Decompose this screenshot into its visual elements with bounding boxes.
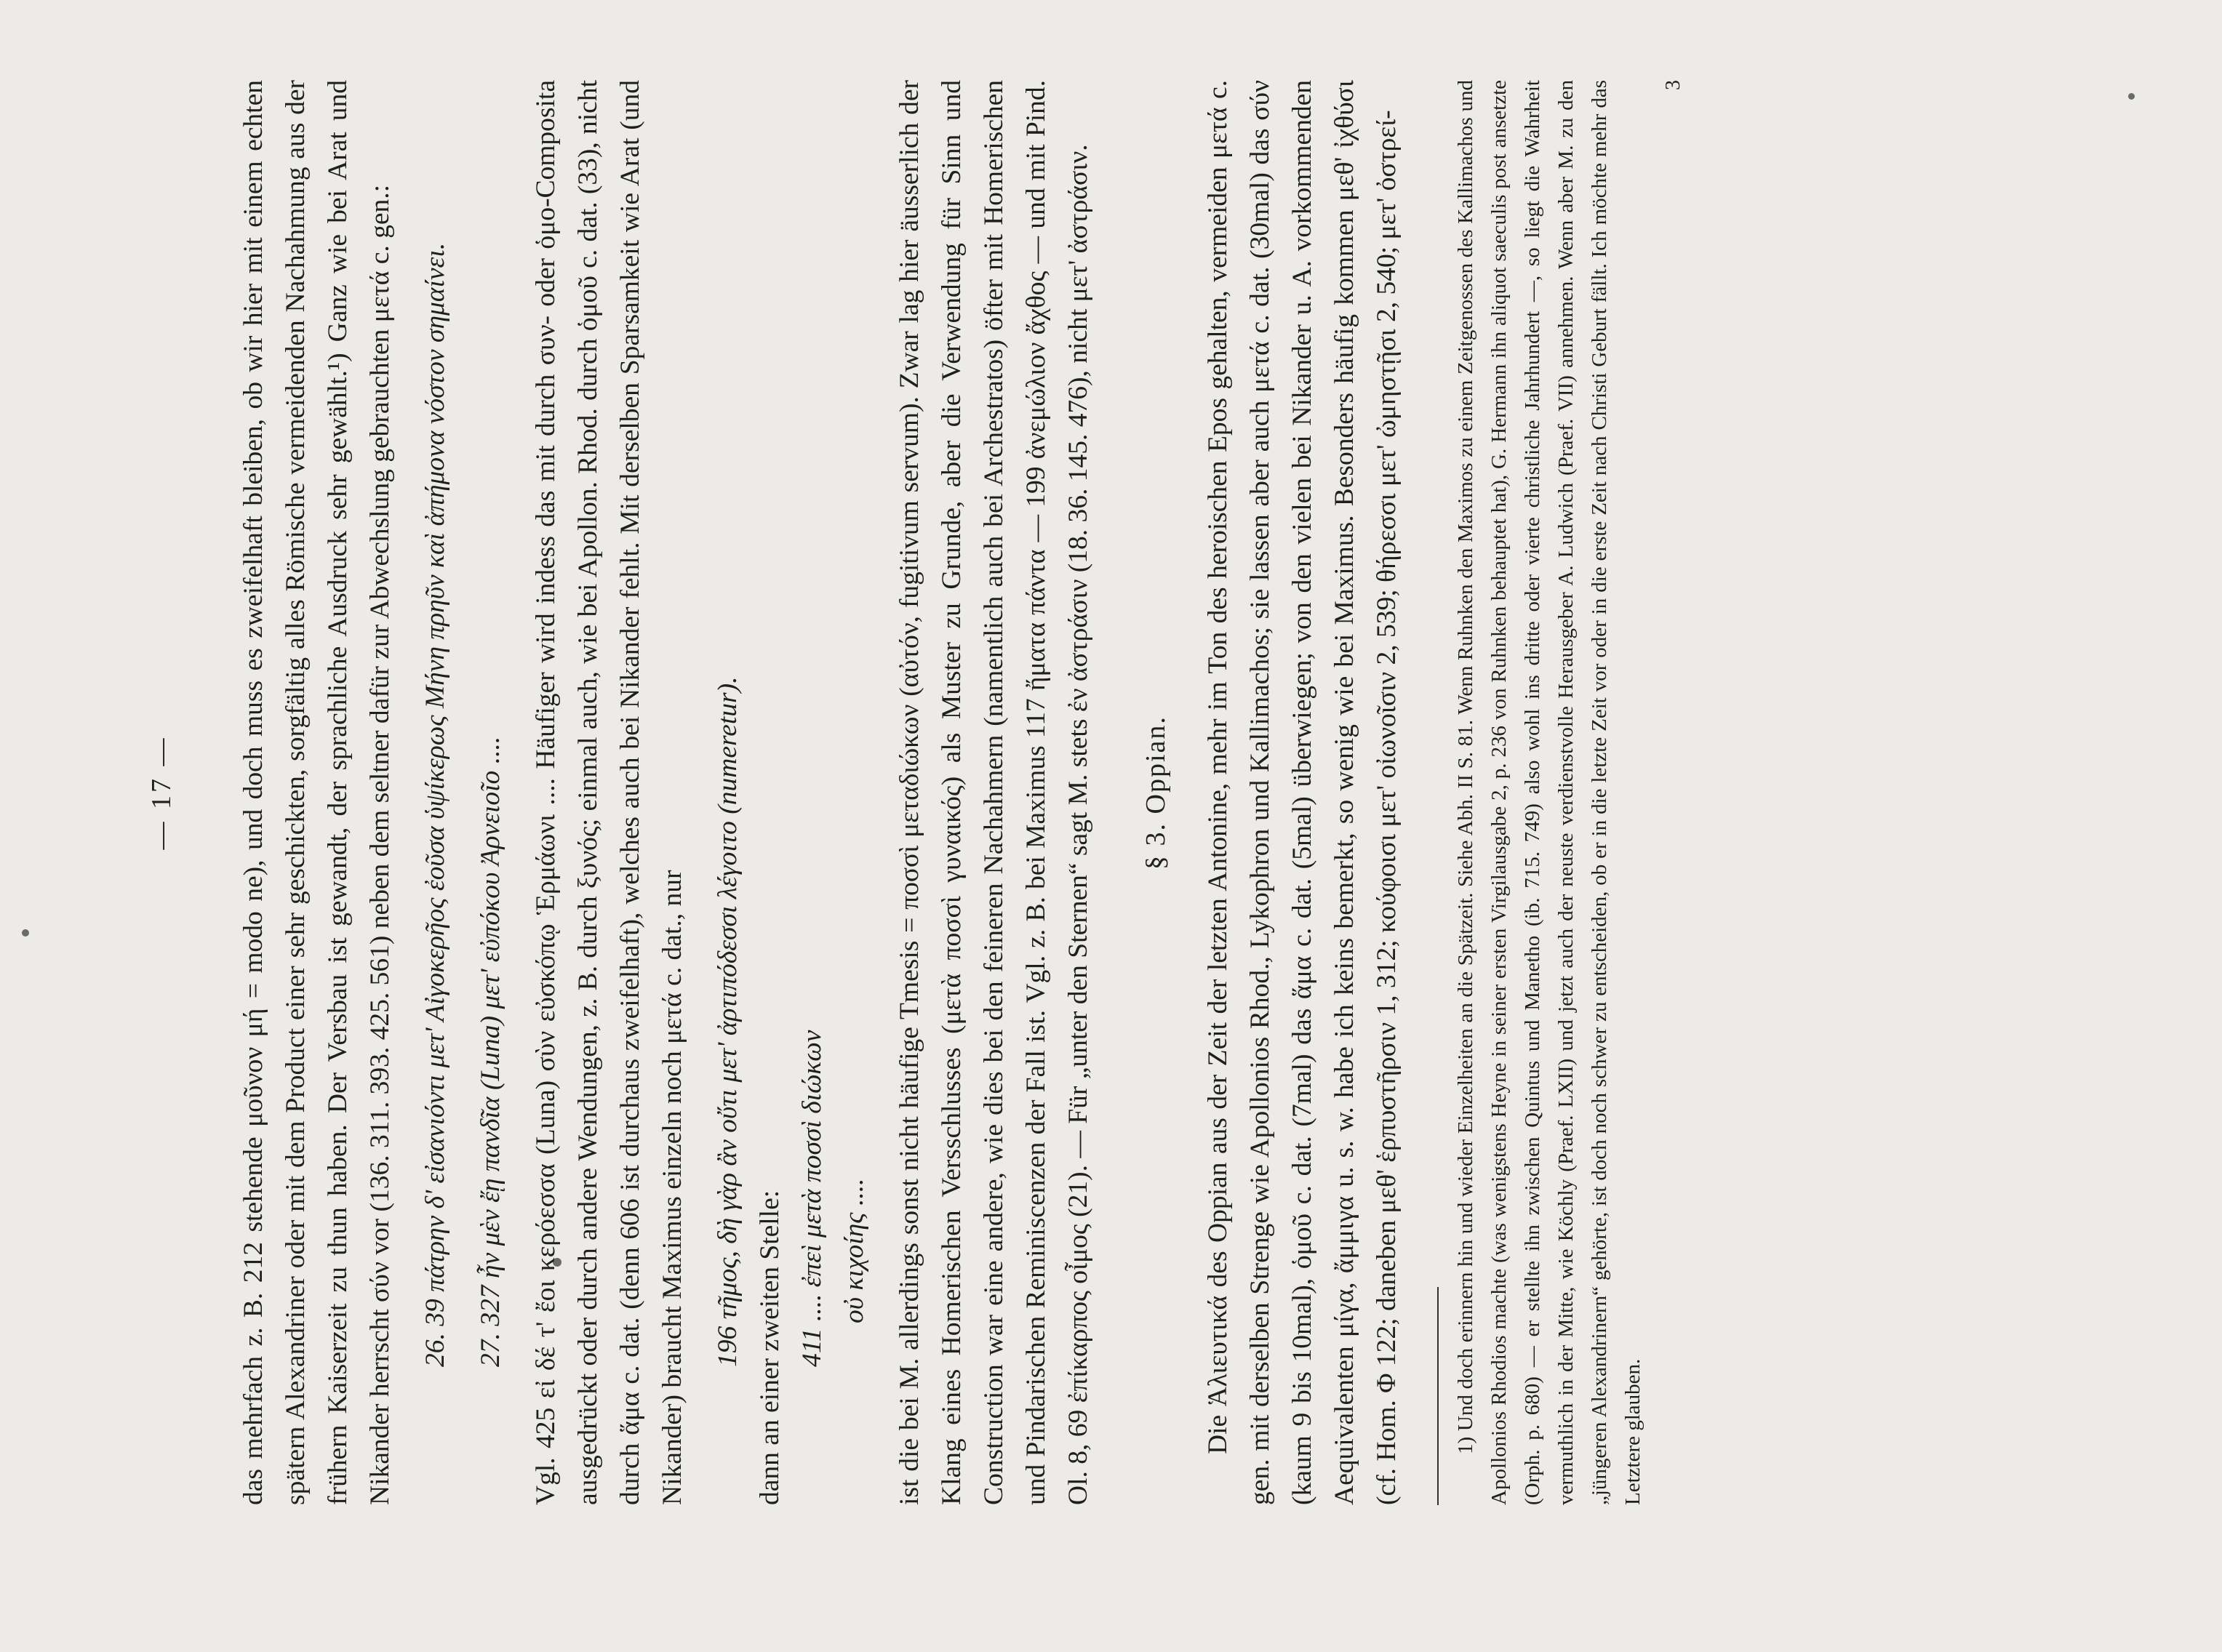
- footnote-rule: [1437, 1287, 1439, 1505]
- quotation: 411 .... ἐπεὶ μετὰ ποσσὶ διώκων: [797, 1030, 827, 1367]
- quotation: 26. 39 πάτρην δ' εἰσανιόντι μετ' Αἰγοκερῆος ἐοῦσα ὑψίκερως Μήνη πρηῦν καὶ ἀπήμονα νόστον σημαίνει.: [420, 242, 450, 1367]
- quotation: οὐ κιχοίης ....: [839, 1178, 869, 1323]
- quotation: 27. 327 ἦν μὲν ἔῃ πανδῖα (Luna) μετ' εὐπόκου Ἀρνειοῖο ....: [476, 736, 505, 1367]
- paragraph: das mehrfach z. B. 212 stehende μοῦνον μή = modo ne), und doch muss es zweifelhaft bleiben, ob wir hier mit einem echten spätern Alexandriner oder mit dem Product einer sehr geschickten, sorgfältig alles Römische vermeidenden Nachahmung aus der frühern Kaiserzeit zu thun haben. Der Versbau ist gewandt, der sprachliche Ausdruck sehr gewählt.¹) Ganz wie bei Arat und Nikander herrscht σύν vor (136. 311. 393. 425. 561) neben dem seltner dafür zur Abwechslung gebrauchten μετά c. gen.:: [239, 80, 395, 1505]
- page-body: [233, 80, 1695, 1505]
- paragraph: dann an einer zweiten Stelle:: [755, 1190, 785, 1505]
- ink-speck: [22, 929, 29, 937]
- quotation: 196 τῆμος, δὴ γὰρ ἂν οὔτι μετ' ἀρτιπόδεσσι λέγοιτο (numeretur).: [713, 676, 743, 1367]
- page-content: [145, 80, 2007, 1505]
- paragraph: Vgl. 425 εἰ δέ τ' ἔοι κερόεσσα (Luna) σὺν εὐσκόπῳ Ἑρμάωνι .... Häufiger wird indess das mit durch συν- oder ὁμο-Composita ausgedrückt oder durch andere Wendungen, z. B. durch ξυνός; einmal auch, wie bei Apollon. Rhod. durch ὁμοῦ c. dat. (33), nicht durch ἅμα c. dat. (denn 606 ist durchaus zweifelhaft), welches auch bei Nikander fehlt. Mit derselben Sparsamkeit wie Arat (und Nikander) braucht Maximus einzeln noch μετά c. dat., nur: [531, 80, 687, 1505]
- section-heading: § 3. Oppian.: [1140, 715, 1171, 870]
- paragraph: ist die bei M. allerdings sonst nicht häufige Tmesis = ποσσὶ μεταδιώκων (αὐτόν, fugitivum servum). Zwar lag hier äusserlich der Klang eines Homerischen Versschlusses (μετὰ ποσσὶ γυναικός) als Muster zu Grunde, aber die Verwendung für Sinn und Construction war eine andere, wie dies bei den feineren Nachahmern (namentlich auch bei Archestratos) öfter mit Homerischen und Pindarischen Reminiscenzen der Fall ist. Vgl. z. B. bei Maximus 117 ἤματα πάντα — 199 ἀνεμώλιον ἄχθος — und mit Pind. Ol. 8, 69 ἐπίκαρπος οἶμος (21). — Für „unter den Sternen“ sagt M. stets ἐν ἀστράσιν (18. 36. 145. 476), nicht μετ' ἀστράσιν.: [895, 80, 1093, 1505]
- footnote: 1) Und doch erinnern hin und wieder Einzelheiten an die Spätzeit. Siehe Abh. II S. 81. Wenn Ruhnken den Maximos zu einem Zeitgenossen des Kallimachos und Apollonios Rhodios machte (was wenigstens Heyne in seiner ersten Virgilausgabe 2, p. 236 von Ruhnken behauptet hat), G. Hermann ihn aliquot saeculis post ansetzte (Orph. p. 680) — er stellte ihn zwischen Quintus und Manetho (ib. 715. 749) also wohl ins dritte oder vierte christliche Jahrhundert —, so liegt die Wahrheit vermuthlich in der Mitte, wie Köchly (Praef. LXII) und jetzt auch der neuste verdienstvolle Herausgeber A. Ludwich (Praef. VII) annehmen. Wenn aber M. zu den „jüngeren Alexandrinern“ gehörte, ist doch noch schwer zu entscheiden, ob er in die letzte Zeit vor oder in die erste Zeit nach Christi Geburt fällt. Ich möchte mehr das Letztere glauben.: [1454, 80, 1644, 1505]
- ink-speck: [2128, 93, 2135, 100]
- page-number: — 17 —: [146, 735, 177, 850]
- signature-mark: 3: [1662, 80, 1685, 90]
- paragraph: Die Ἁλιευτικά des Oppian aus der Zeit der letzten Antonine, mehr im Ton des heroischen Epos gehalten, vermeiden μετά c. gen. mit derselben Strenge wie Apollonios Rhod., Lykophron und Kallimachos; sie lassen aber auch μετά c. dat. (30mal) das σύν (kaum 9 bis 10mal), ὁμοῦ c. dat. (7mal) das ἅμα c. dat. (5mal) überwiegen; von den vielen bei Nikander u. A. vorkommenden Aequivalenten μίγα, ἄμμιγα u. s. w. habe ich keins bemerkt, so wenig wie bei Maximus. Besonders häufig kommen μεθ' ἰχθύσι (cf. Hom. Φ 122; daneben μεθ' ἑρπυστῆρσιν 1, 312; κούφοισι μετ' οἰωνοῖσιν 2, 539; θήρεσσι μετ' ὠμηστῇσι 2, 540; μετ' ὀστρεί-: [1203, 80, 1402, 1505]
